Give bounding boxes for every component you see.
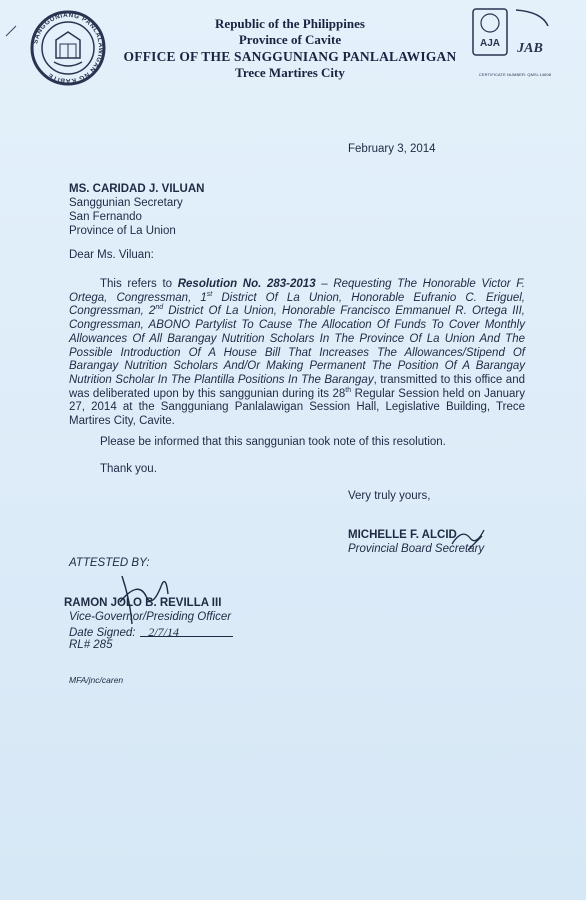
date-signed xyxy=(69,625,179,640)
ordinal-th: th xyxy=(345,386,352,394)
rl-number: RL# 285 xyxy=(69,639,113,651)
header-republic: Republic of the Philippines xyxy=(215,16,365,31)
body-dash: – xyxy=(315,278,334,290)
certification-logo-icon xyxy=(472,8,554,78)
ordinal-nd: nd xyxy=(155,304,164,312)
body-session: Regular Session held on January 27, 2014 at the Sangguniang Panlalawigan Session Hall, Legislative Building, Trece Martires City, Cavite. xyxy=(69,387,525,428)
date-signed-underline xyxy=(140,636,233,637)
header-province: Province of Cavite xyxy=(238,32,342,47)
thank-you: Thank you. xyxy=(100,463,157,475)
recipient-name: MS. CARIDAD J. VILUAN xyxy=(69,183,205,195)
signatory-name: MICHELLE F. ALCID xyxy=(348,529,457,541)
resolution-title-part1: Requesting The Honorable Victor F. Ortega, Congressman, 1 xyxy=(69,278,525,304)
noted-paragraph: Please be informed that this sanggunian took note of this resolution. xyxy=(100,436,446,448)
body-transmittal: , transmitted to this office and was deliberated upon by this sanggunian during its 28 xyxy=(69,373,525,400)
letter-date: February 3, 2014 xyxy=(348,143,436,155)
resolution-title-part3: District Of La Union, Honorable Francisco Emmanuel R. Ortega III, Congressman, ABONO Partylist To Cause The Allocation Of Funds To Cover Monthly Allowances Of All Barangay Nutrition Scholars In The Province Of La Union And The Possible Introduction Of A House Bill That Increases The Allowances/Stipend Of Barangay Nutrition Scholars And/Or Making Permanent The Position Of A Barangay Nutrition Scholar In The Plantilla Positions In The Barangay xyxy=(69,305,526,386)
recipient-position: Sanggunian Secretary xyxy=(69,197,183,209)
recipient-block xyxy=(69,182,204,238)
closing: Very truly yours, xyxy=(348,490,431,502)
cert-logo-right-text: JAB xyxy=(517,41,543,56)
date-signed-label: Date Signed: xyxy=(69,627,136,639)
body-intro: This refers to xyxy=(100,278,178,290)
resolution-title-part2: District Of La Union, Honorable Eufranio C. Eriguel, Congressman, 2 xyxy=(69,291,525,318)
resolution-number: Resolution No. 283-2013 xyxy=(177,278,316,290)
attested-by-label: ATTESTED BY: xyxy=(69,557,150,569)
salutation: Dear Ms. Viluan: xyxy=(69,249,154,261)
vice-governor-name: RAMON JOLO B. REVILLA III xyxy=(64,597,222,609)
ordinal-st: st xyxy=(206,290,213,298)
provincial-seal-icon xyxy=(30,10,106,86)
cert-logo-left-text: AJA xyxy=(479,38,501,49)
reference-initials: MFA/jnc/caren xyxy=(69,675,124,685)
recipient-province: Province of La Union xyxy=(69,225,176,237)
vice-governor-title: Vice-Governor/Presiding Officer xyxy=(69,611,232,623)
letterhead xyxy=(110,16,470,81)
body-paragraph xyxy=(69,278,525,429)
signatory-title: Provincial Board Secretary xyxy=(348,543,485,555)
header-city: Trece Martires City xyxy=(235,65,345,80)
stray-mark-icon xyxy=(4,24,18,38)
seal-text: SANGGUNIANG PANLALAWIGAN NG KABITE xyxy=(32,11,105,85)
header-office: OFFICE OF THE SANGGUNIANG PANLALAWIGAN xyxy=(123,49,457,64)
date-signed-value: 2/7/14 xyxy=(148,625,179,639)
certificate-number: CERTIFICATE NUMBER: QMS/-14608 xyxy=(478,72,552,77)
recipient-city: San Fernando xyxy=(69,211,142,223)
